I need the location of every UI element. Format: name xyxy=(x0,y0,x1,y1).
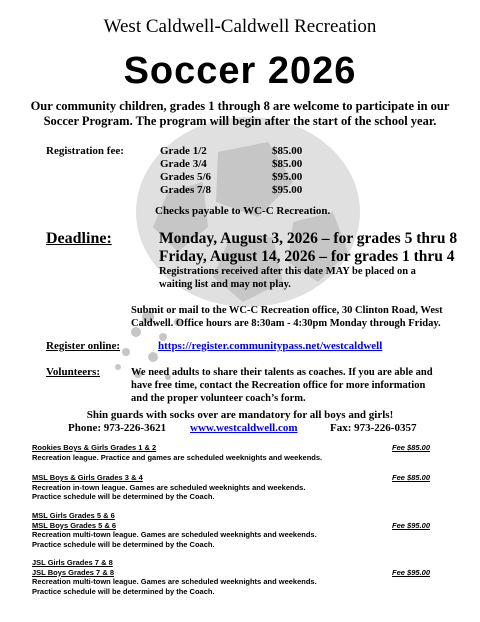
program-title: MSL Boys & Girls Grades 3 & 4 xyxy=(32,473,143,482)
late-line-1: Registrations received after this date MAY be placed on a xyxy=(159,266,416,277)
program-header xyxy=(32,473,430,483)
late-line-2: waiting list and may not play. xyxy=(159,279,291,290)
fee-row xyxy=(160,158,302,171)
late-note xyxy=(159,265,416,291)
page-title: Soccer 2026 xyxy=(123,50,357,92)
submit-line-1: Submit or mail to the WC-C Recreation office, 30 Clinton Road, West xyxy=(131,305,443,316)
fee-grade: Grades 5/6 xyxy=(160,171,212,183)
program-fee: Fee $85.00 xyxy=(392,443,430,452)
program-desc: Recreation multi-town league. Games are scheduled weeknights and weekends. xyxy=(32,530,317,539)
program-desc: Recreation multi-town league. Games are scheduled weeknights and weekends. xyxy=(32,577,317,586)
program-fee: Fee $85.00 xyxy=(392,473,430,482)
program-msl-5-6 xyxy=(32,511,430,558)
deadline-dates xyxy=(159,230,457,266)
fee-amount: $85.00 xyxy=(272,145,303,157)
intro-line-1: Our community children, grades 1 through 8 are welcome to participate in our xyxy=(30,99,450,113)
volunteers-line-2: have free time, contact the Recreation office for more information xyxy=(131,380,426,391)
registration-link[interactable]: https://register.communitypass.net/westcaldwell xyxy=(158,340,383,352)
volunteers-line-3: and the proper volunteer coach’s form. xyxy=(131,393,306,404)
program-header xyxy=(32,443,430,453)
contact-fax: Fax: 973-226-0357 xyxy=(330,422,417,434)
fee-grade: Grade 3/4 xyxy=(160,158,207,170)
intro-text xyxy=(0,99,480,129)
contact-phone: Phone: 973-226-3621 xyxy=(68,422,167,434)
program-title: JSL Boys Grades 7 & 8 xyxy=(32,567,114,577)
program-fee: Fee $95.00 xyxy=(392,520,430,530)
website-link[interactable]: www.westcaldwell.com xyxy=(190,422,298,434)
fee-row xyxy=(160,184,302,197)
volunteers-label: Volunteers: xyxy=(46,366,100,378)
submit-info xyxy=(131,304,443,330)
deadline-line-2: Friday, August 14, 2026 – for grades 1 thru 4 xyxy=(159,248,455,265)
program-jsl-7-8 xyxy=(32,558,430,596)
register-online-label: Register online: xyxy=(46,340,121,352)
fee-grade: Grades 7/8 xyxy=(160,184,212,196)
program-header xyxy=(32,521,430,531)
deadline-line-1: Monday, August 3, 2026 – for grades 5 thru 8 xyxy=(159,230,458,247)
shin-guard-note: Shin guards with socks over are mandatory for all boys and girls! xyxy=(86,409,394,421)
fee-table xyxy=(160,145,302,197)
fee-row xyxy=(160,145,302,158)
program-desc: Practice schedule will be determined by the Coach. xyxy=(32,586,215,596)
fee-grade: Grade 1/2 xyxy=(160,145,207,157)
program-rookies xyxy=(32,443,430,473)
fee-row xyxy=(160,171,302,184)
program-msl-3-4 xyxy=(32,473,430,511)
program-desc: Practice schedule will be determined by the Coach. xyxy=(32,539,215,549)
program-desc: Recreation league. Practice and games are scheduled weeknights and weekends. xyxy=(32,452,323,462)
program-desc: Recreation in-town league. Games are scheduled weeknights and weekends. xyxy=(32,482,306,492)
program-list xyxy=(32,443,430,596)
volunteers-line-1: We need adults to share their talents as coaches. If you are able and xyxy=(131,367,433,378)
program-title: MSL Girls Grades 5 & 6 xyxy=(32,511,115,520)
checks-note: Checks payable to WC-C Recreation. xyxy=(155,205,331,217)
intro-line-2: Soccer Program. The program will begin after the start of the school year. xyxy=(43,114,437,128)
program-title: Rookies Boys & Girls Grades 1 & 2 xyxy=(32,443,157,452)
volunteers-text xyxy=(131,366,433,405)
program-header xyxy=(32,568,430,578)
program-title: MSL Boys Grades 5 & 6 xyxy=(32,520,117,530)
registration-label: Registration fee: xyxy=(46,145,124,157)
org-name: West Caldwell-Caldwell Recreation xyxy=(103,16,377,37)
program-title: JSL Girls Grades 7 & 8 xyxy=(32,558,113,567)
deadline-label: Deadline: xyxy=(46,230,112,247)
fee-amount: $95.00 xyxy=(272,184,303,196)
program-fee: Fee $95.00 xyxy=(392,567,430,577)
program-desc: Practice schedule will be determined by the Coach. xyxy=(32,492,215,501)
fee-amount: $95.00 xyxy=(272,171,303,183)
fee-amount: $85.00 xyxy=(272,158,303,170)
submit-line-2: Caldwell. Office hours are 8:30am - 4:30pm Monday through Friday. xyxy=(131,318,441,329)
